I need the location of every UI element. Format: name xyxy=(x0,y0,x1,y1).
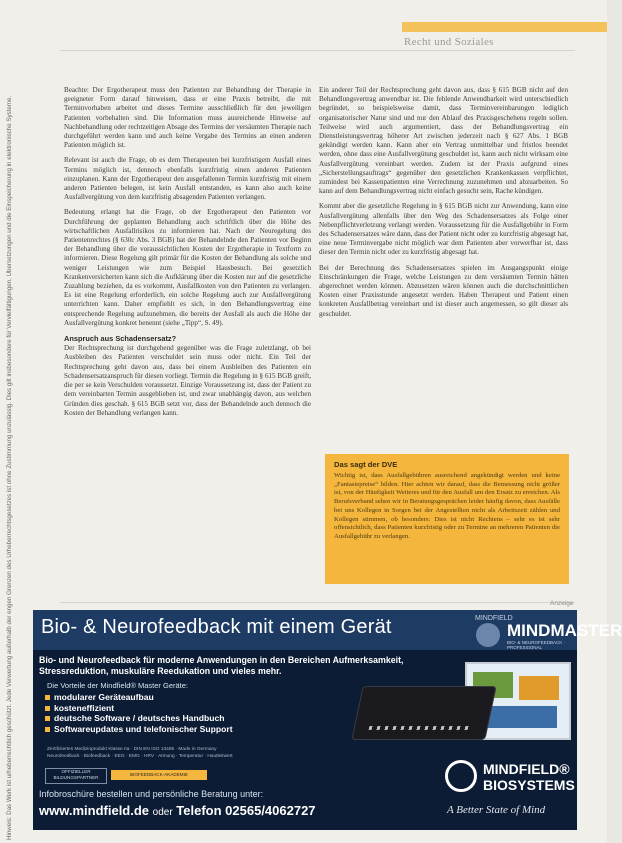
dve-info-box xyxy=(325,454,569,584)
paragraph: Ein anderer Teil der Rechtsprechung geht davon aus, dass § 615 BGB nicht auf den Behandlungsvertrag anwendbar ist. Die fehlende Anwendbarkeit wird unterschiedlich begründet, so beispielsweise damit, dass Terminvereinbarungen lediglich organisatorischer Natur sind und nur den Ablauf des Praxisgeschehens regeln sollen. Teilweise wird auch argumentiert, dass der Behandlungsvertrag ein Dienstleistungsvertrag höherer Art zwischen jederzeit nach § 627 Abs. 1 BGB gekündigt werden kann. Kann aber ein Vertrag unmittelbar und fristlos beendet werden, ohne dass eine Ausfallvergütung geschuldet ist, kann auch nicht wirksam eine Ausfallvergütung vereinbart werden. Zudem ist der Praxis aufgrund eines „Sicherstellungsauftrags“ gegenüber den gesetzlichen Krankenkassen verpflichtet, zumindest bei Kassenpatienten eine Verrechnung zuzunehmen und abzuarbeiten. So kann auf dem Behandlungsvertrag nicht einfach gesucht sein, Rache kündigen. xyxy=(319,86,568,196)
ad-advantages-label: Die Vorteile der Mindfield® Master Geräte: xyxy=(47,681,189,690)
info-box-text: Wichtig ist, dass Ausfallgebühren ausreichend angekündigt werden und keine „Fantasiepreise“ bilden. Hier achten wir darauf, dass die Bemessung nicht größer ist, von der Häufigkeit Weiteres und für den Ausfall um den Ersatz zu erreichen. Als Berufsverband sehen wir in Beratungsgesprächen leider häufig davon, dass Ausfälle bei uns Kollegen in Sorgen bei der Angestellten nicht als Arbeitszeit zählen und Kollegen stimmen, ob besonders: Dies ist nicht Rechtens – sehr es ist sehr offensichtlich, dass Patienten kurzfristig oder zu Termine an mehreren Patienten die Ausfallgebühr zu verlangen. xyxy=(334,472,560,540)
ad-fineprint: Zertifiziertes Medizinprodukt Klasse IIa · DIN EN ISO 13485 · Made in Germany xyxy=(47,747,217,752)
ad-banner xyxy=(33,610,622,650)
ad-info-text: Infobroschüre bestellen und persönliche Beratung unter: xyxy=(39,789,264,799)
ad-feature-list xyxy=(45,692,233,734)
paragraph: Bedeutung erlangt hat die Frage, ob der Ergotherapeut den Patienten vor Durchführung der geplanten Behandlung auch schriftlich über die Höhe des wirtschaftlichen Ausfallrisikos zu informieren hat. Nach der Neuregelung des Patientenrechtes (§ 630c Abs. 3 BGB) hat der Behandelnde den Patienten vor Beginn der Behandlung über die voraussichtlichen Kosten der Ergotherapie in Textform zu informieren. Diese Regelung gilt primär für die Kosten der Behandlung als solche und weniger Leistungen wie zum Beispiel Hausbesuch. Bei gesetzlich Krankenversicherten kann sich die Aufklärung über die Kosten nur auf die gesetzliche Zuzahlung beziehen, da es vorkommt, Ausfallkosten von den Patienten zu verlangen. Es ist eine Regelung erforderlich, ein solche Regelung auch zur Ausfallvergütung unterrichten kann. Daher empfiehlt es sich, in den Behandlungsvertrag eine entsprechende Regelung aufzunehmen, die bereits der Ausfall als auch die Höhe der Ausfallvergütung konkret benennt (siehe „Tipp“, S. 49). xyxy=(64,208,311,327)
oder-text: oder xyxy=(152,807,173,818)
feedback-device-image xyxy=(351,686,496,740)
subheading: Anspruch aus Schadensersatz? xyxy=(64,334,177,344)
list-item: Softwareupdates und telefonischer Support xyxy=(45,724,233,735)
mindfield-biosystems-logo xyxy=(445,757,573,795)
list-item: deutsche Software / deutsches Handbuch xyxy=(45,713,233,724)
logo-text: MINDFIELD® xyxy=(483,761,570,777)
article-left-column xyxy=(64,86,311,424)
header-accent-bar xyxy=(402,22,607,32)
mindmaster-tagline: BIO- & NEUROFEEDBACK · PROFESSIONAL xyxy=(507,640,566,650)
ad-label: Anzeige xyxy=(550,600,574,607)
device-connectors xyxy=(369,726,470,730)
ad-slogan: A Better State of Mind xyxy=(447,804,546,816)
phone-number[interactable]: Telefon 02565/4062727 xyxy=(176,803,316,818)
header-divider xyxy=(60,50,575,51)
article-right-column xyxy=(319,86,568,325)
paragraph: Beachte: Der Ergotherapeut muss den Patienten zur Behandlung der Therapie in geeigneter Form darauf hinweisen, dass er eine Praxis betreibt, die mit Terminvorhaben arbeitet und dieses Termine ausschließlich für den jeweiligen Patienten vorbehalten sind. Die Information muss ausreichende Hinweise auf Nachbehandlung oder rechtzeitigen Absage des Termins der versäumten Therapie nach durchgeführt werden kann und auch keine Vergabe des Termins an einen anderen Patienten möglich ist. xyxy=(64,86,311,150)
mindmaster-brand-small: MINDFIELD xyxy=(475,615,513,622)
copyright-sidebar-text: Hinweis: Das Werk ist urheberrechtlich geschützt. Jede Verwertung außerhalb der engen Grenzen des Urheberrechtsgesetzes ist ohne Zustimmung unzulässig. Dies gilt insbesondere für Vervielfältigungen, Übersetzungen und die Einspeicherung in elektronische Systeme. xyxy=(6,95,13,840)
website-link[interactable]: www.mindfield.de xyxy=(39,803,150,818)
partner-badge: OFFIZIELLER BILDUNGSPARTNER xyxy=(45,768,107,784)
head-circle-icon xyxy=(445,760,477,792)
ad-fineprint: Neurofeedback · Biofeedback · EEG · EMG · HRV · Atmung · Temperatur · Hautleitwert xyxy=(47,754,233,759)
ad-subheadline: Bio- und Neurofeedback für moderne Anwendungen in den Bereichen Aufmerksamkeit, Stressreduktion, muskuläre Reedukation und vieles mehr. xyxy=(39,655,404,676)
ad-headline: Bio- & Neurofeedback mit einem Gerät xyxy=(41,616,392,638)
list-item: modularer Geräteaufbau xyxy=(45,692,233,703)
list-item: kosteneffizient xyxy=(45,703,233,714)
mindmaster-logo: MINDMASTER xyxy=(507,621,622,640)
page-divider xyxy=(60,602,575,603)
screen-panel xyxy=(519,676,559,700)
paragraph: Kommt aber die gesetzliche Regelung in § 615 BGB nicht zur Anwendung, kann eine Ausfallvergütung allenfalls über den Weg des Schadensersatzes als Folge einer Nebenpflichtverletzung verlangt werden. Voraussetzung für die Ausfallgebühr in Form des Schadensersatzes wäre dann, dass der Patient nicht oder zu kurzfristig abgesagt hat, eine neue Terminvergabe nicht möglich war dem Patienten aber vorwerfbar ist, dass dieser den Termin nicht oder zu kurzfristig abgesagt hat. xyxy=(319,202,568,257)
paragraph: Relevant ist auch die Frage, ob es dem Therapeuten bei kurzfristigem Ausfall eines Termins möglich ist, dennoch ebenfalls kurzfristig einen anderen Patienten einzuplanen. Kann der Ergotherapeut den ausgefallenen Termin kurzfristig mit einem anderen Patienten belegen, ist kein Ausfall entstanden, es kann also auch keine Ausfallvergütung von dem kurzfristig absagenden Patienten verlangen. xyxy=(64,156,311,202)
section-title: Recht und Soziales xyxy=(404,36,494,48)
info-box-title: Das sagt der DVE xyxy=(334,460,398,469)
mindfield-advertisement[interactable] xyxy=(33,610,622,830)
ad-contact-line xyxy=(39,803,316,818)
partner-badge: BIOFEEDBACK-AKADEMIE xyxy=(111,770,207,780)
paragraph: Der Rechtsprechung ist durchgehend gegenüber was die Frage zuletzlangt, ob bei Ausbleiben des Patienten verschuldet sein muss oder nicht. Ein Teil der Rechtsprechung geht davon aus, dass bei einem Ausbleiben des Patienten ein Schadensersatzanspruch für diesen vorliegt. Termin die Regelung in § 615 BGB greift, die per se kein Verschulden voraussetzt. Einzige Voraussetzung ist, dass der Patient zu dem vereinbarten Termin ausgeblieben ist, und zwar unabhängig davon, aus welchen Gründen dies geschah. § 615 BGB setzt vor, dass der Behandelnde auch dennoch die Kosten der Behandlung verlangen kann. xyxy=(64,344,311,417)
logo-text: BIOSYSTEMS xyxy=(483,777,575,793)
head-silhouette-icon xyxy=(476,623,500,647)
paragraph: Bei der Berechnung des Schadensersatzes spielen im Ausgangspunkt einige Einschränkungen die Frage, welche Leistungen zu dem versäumten Termin hätten abgerechnet werden können. Abzusetzen wären können auch die durchschnittlichen Kosten einer Praxisstunde angesetzt werden. Haben Therapeut und Patient einen konkreten Ausfallbetrag vereinbart und ist dieser auch angemessen, so gilt dieser als geschuldet. xyxy=(319,263,568,318)
